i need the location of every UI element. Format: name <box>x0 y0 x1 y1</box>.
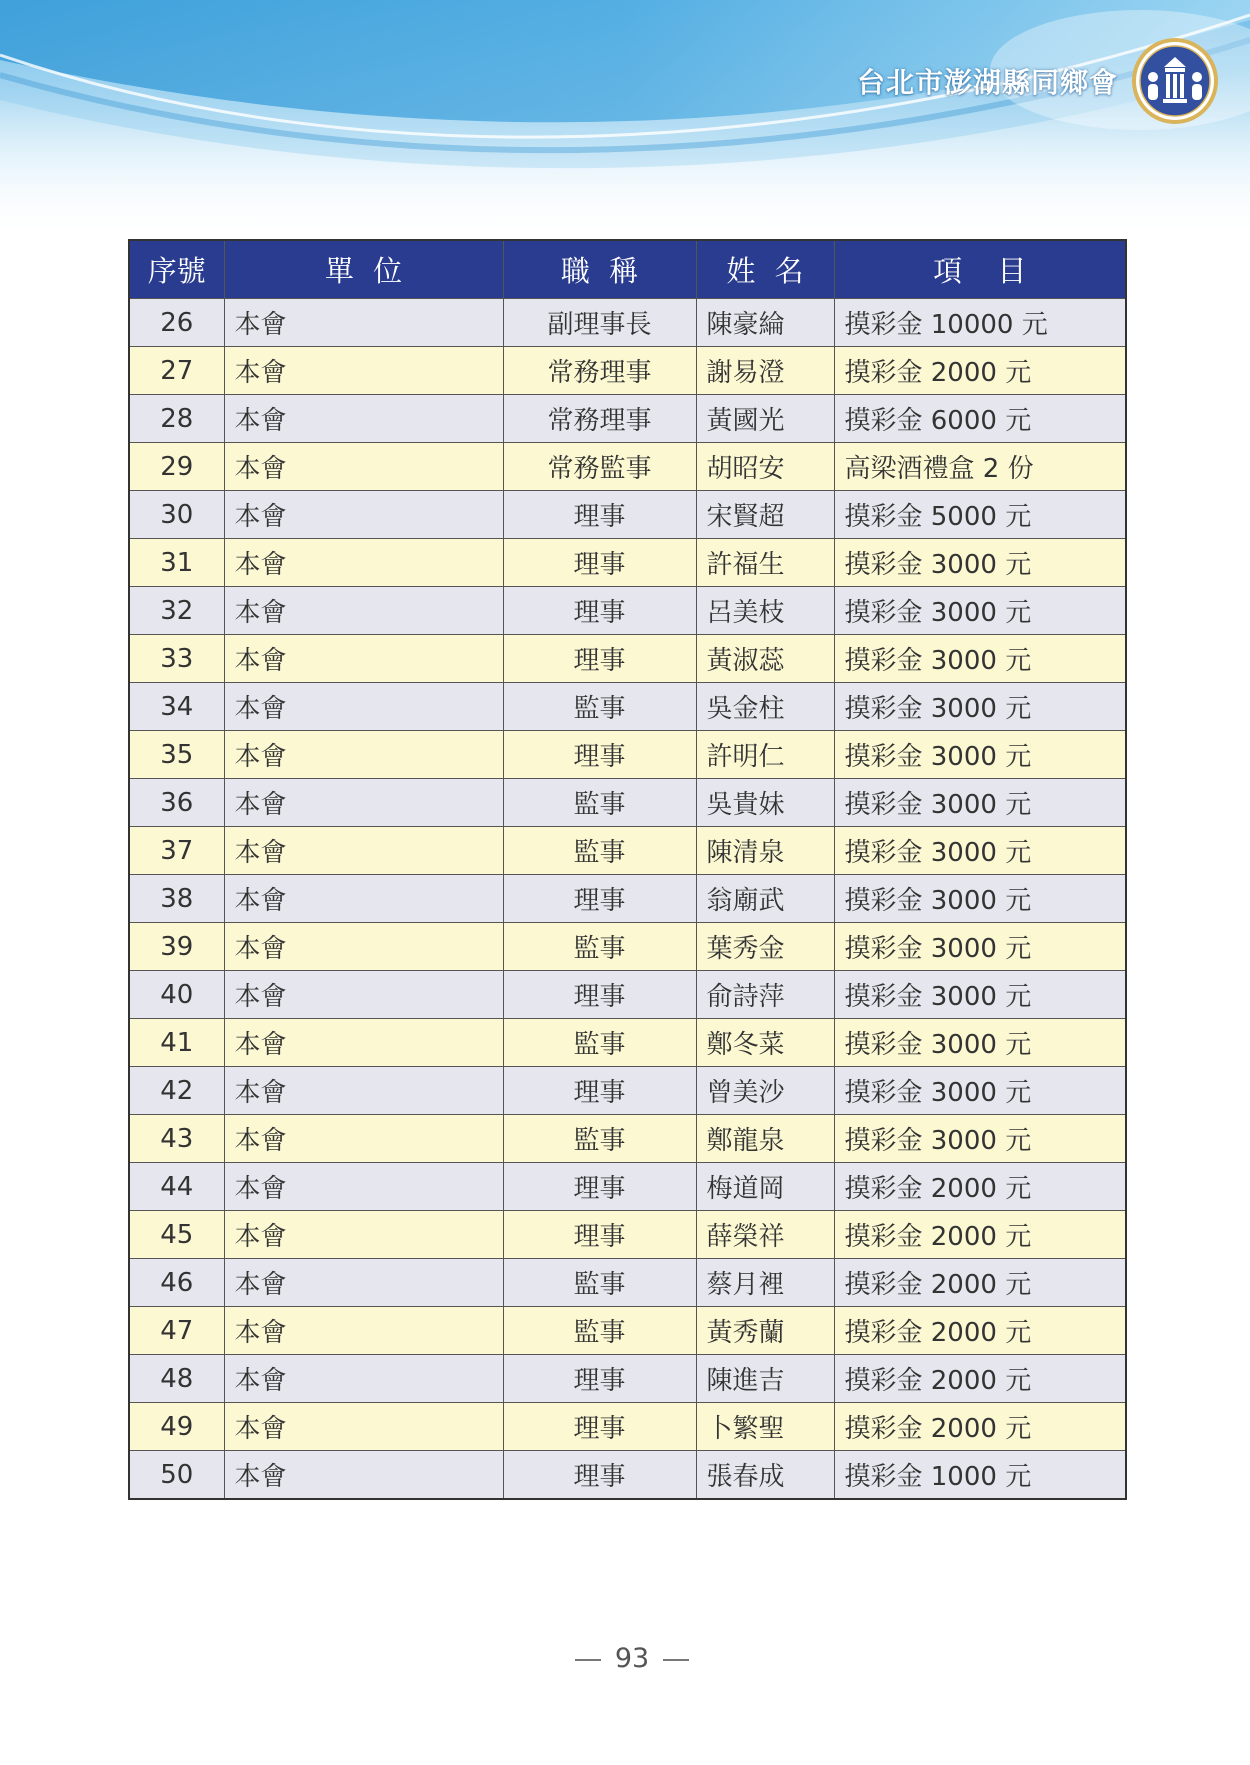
row-number: 27 <box>129 347 224 395</box>
row-number: 41 <box>129 1019 224 1067</box>
table-row <box>129 1403 1126 1451</box>
table-row <box>129 827 1126 875</box>
row-number: 47 <box>129 1307 224 1355</box>
row-number: 34 <box>129 683 224 731</box>
table-row <box>129 1355 1126 1403</box>
row-title: 副理事長 <box>503 299 696 347</box>
row-title: 常務理事 <box>503 395 696 443</box>
row-item: 摸彩金 3000 元 <box>834 1019 1126 1067</box>
row-item: 摸彩金 3000 元 <box>834 971 1126 1019</box>
row-item: 摸彩金 3000 元 <box>834 923 1126 971</box>
table-row <box>129 1307 1126 1355</box>
row-number: 30 <box>129 491 224 539</box>
row-item: 摸彩金 6000 元 <box>834 395 1126 443</box>
row-unit: 本會 <box>224 683 503 731</box>
row-item: 摸彩金 5000 元 <box>834 491 1126 539</box>
row-name: 陳清泉 <box>696 827 834 875</box>
table-row <box>129 1163 1126 1211</box>
row-name: 許福生 <box>696 539 834 587</box>
association-logo-icon <box>1131 37 1219 125</box>
row-name: 呂美枝 <box>696 587 834 635</box>
row-unit: 本會 <box>224 923 503 971</box>
row-title: 監事 <box>503 1019 696 1067</box>
row-title: 理事 <box>503 971 696 1019</box>
row-name: 陳進吉 <box>696 1355 834 1403</box>
row-name: 張春成 <box>696 1451 834 1500</box>
table-row <box>129 1211 1126 1259</box>
row-title: 理事 <box>503 1163 696 1211</box>
row-unit: 本會 <box>224 395 503 443</box>
footer-dash-left <box>575 1659 601 1661</box>
row-name: 吳貴妹 <box>696 779 834 827</box>
row-title: 理事 <box>503 1355 696 1403</box>
row-name: 胡昭安 <box>696 443 834 491</box>
row-number: 50 <box>129 1451 224 1500</box>
row-item: 摸彩金 3000 元 <box>834 539 1126 587</box>
table-row <box>129 875 1126 923</box>
table-row <box>129 683 1126 731</box>
table-header-row <box>129 240 1126 299</box>
table-row <box>129 491 1126 539</box>
row-title: 理事 <box>503 491 696 539</box>
row-title: 理事 <box>503 1451 696 1500</box>
row-number: 43 <box>129 1115 224 1163</box>
table-row <box>129 347 1126 395</box>
row-item: 摸彩金 3000 元 <box>834 587 1126 635</box>
row-number: 26 <box>129 299 224 347</box>
row-unit: 本會 <box>224 347 503 395</box>
row-title: 理事 <box>503 539 696 587</box>
row-item: 摸彩金 3000 元 <box>834 731 1126 779</box>
row-title: 監事 <box>503 683 696 731</box>
row-number: 40 <box>129 971 224 1019</box>
row-name: 鄭冬菜 <box>696 1019 834 1067</box>
table-row <box>129 299 1126 347</box>
row-title: 常務理事 <box>503 347 696 395</box>
row-title: 理事 <box>503 1403 696 1451</box>
row-number: 37 <box>129 827 224 875</box>
row-number: 44 <box>129 1163 224 1211</box>
column-header-title: 職 稱 <box>503 240 696 299</box>
row-number: 36 <box>129 779 224 827</box>
row-title: 監事 <box>503 1115 696 1163</box>
row-number: 33 <box>129 635 224 683</box>
table-row <box>129 1019 1126 1067</box>
table-row <box>129 539 1126 587</box>
row-unit: 本會 <box>224 1307 503 1355</box>
row-unit: 本會 <box>224 1115 503 1163</box>
row-number: 35 <box>129 731 224 779</box>
row-unit: 本會 <box>224 1403 503 1451</box>
donation-table <box>128 239 1127 1500</box>
row-unit: 本會 <box>224 635 503 683</box>
row-unit: 本會 <box>224 539 503 587</box>
row-name: 曾美沙 <box>696 1067 834 1115</box>
row-number: 48 <box>129 1355 224 1403</box>
row-item: 高梁酒禮盒 2 份 <box>834 443 1126 491</box>
row-item: 摸彩金 2000 元 <box>834 1163 1126 1211</box>
row-item: 摸彩金 2000 元 <box>834 1355 1126 1403</box>
row-unit: 本會 <box>224 1259 503 1307</box>
table-row <box>129 1259 1126 1307</box>
row-title: 監事 <box>503 779 696 827</box>
row-title: 理事 <box>503 731 696 779</box>
row-unit: 本會 <box>224 731 503 779</box>
table-row <box>129 1115 1126 1163</box>
row-name: 蔡月裡 <box>696 1259 834 1307</box>
row-title: 理事 <box>503 1211 696 1259</box>
column-header-unit: 單 位 <box>224 240 503 299</box>
row-title: 常務監事 <box>503 443 696 491</box>
row-unit: 本會 <box>224 1163 503 1211</box>
row-item: 摸彩金 3000 元 <box>834 779 1126 827</box>
row-number: 32 <box>129 587 224 635</box>
table-row <box>129 1067 1126 1115</box>
row-number: 39 <box>129 923 224 971</box>
row-item: 摸彩金 3000 元 <box>834 875 1126 923</box>
row-unit: 本會 <box>224 1355 503 1403</box>
row-name: 宋賢超 <box>696 491 834 539</box>
table-row <box>129 1451 1126 1500</box>
row-name: 吳金柱 <box>696 683 834 731</box>
table-row <box>129 395 1126 443</box>
row-number: 28 <box>129 395 224 443</box>
row-item: 摸彩金 10000 元 <box>834 299 1126 347</box>
row-title: 理事 <box>503 635 696 683</box>
row-name: 許明仁 <box>696 731 834 779</box>
row-item: 摸彩金 2000 元 <box>834 1307 1126 1355</box>
row-number: 29 <box>129 443 224 491</box>
row-item: 摸彩金 3000 元 <box>834 1067 1126 1115</box>
row-unit: 本會 <box>224 1211 503 1259</box>
page-number: 93 <box>614 1643 650 1674</box>
row-name: 翁廟武 <box>696 875 834 923</box>
row-unit: 本會 <box>224 1451 503 1500</box>
column-header-item: 項 目 <box>834 240 1126 299</box>
row-name: 葉秀金 <box>696 923 834 971</box>
row-title: 理事 <box>503 587 696 635</box>
row-item: 摸彩金 2000 元 <box>834 1211 1126 1259</box>
row-unit: 本會 <box>224 875 503 923</box>
row-name: 謝易澄 <box>696 347 834 395</box>
row-title: 監事 <box>503 1259 696 1307</box>
row-item: 摸彩金 2000 元 <box>834 1259 1126 1307</box>
row-name: 黃淑蕊 <box>696 635 834 683</box>
row-unit: 本會 <box>224 1067 503 1115</box>
row-item: 摸彩金 2000 元 <box>834 347 1126 395</box>
row-number: 42 <box>129 1067 224 1115</box>
column-header-name: 姓 名 <box>696 240 834 299</box>
row-number: 31 <box>129 539 224 587</box>
table-row <box>129 923 1126 971</box>
column-header-number: 序號 <box>129 240 224 299</box>
row-name: 黃秀蘭 <box>696 1307 834 1355</box>
row-unit: 本會 <box>224 779 503 827</box>
row-name: 梅道岡 <box>696 1163 834 1211</box>
row-item: 摸彩金 3000 元 <box>834 1115 1126 1163</box>
row-name: 陳豪綸 <box>696 299 834 347</box>
row-name: 鄭龍泉 <box>696 1115 834 1163</box>
row-name: 俞詩萍 <box>696 971 834 1019</box>
table-row <box>129 779 1126 827</box>
table-row <box>129 971 1126 1019</box>
page-footer <box>0 1643 1250 1674</box>
row-item: 摸彩金 2000 元 <box>834 1403 1126 1451</box>
row-unit: 本會 <box>224 971 503 1019</box>
row-number: 46 <box>129 1259 224 1307</box>
row-title: 理事 <box>503 875 696 923</box>
row-item: 摸彩金 3000 元 <box>834 683 1126 731</box>
table-row <box>129 443 1126 491</box>
row-item: 摸彩金 3000 元 <box>834 635 1126 683</box>
row-unit: 本會 <box>224 299 503 347</box>
row-unit: 本會 <box>224 587 503 635</box>
row-unit: 本會 <box>224 1019 503 1067</box>
table-row <box>129 731 1126 779</box>
row-title: 監事 <box>503 1307 696 1355</box>
row-title: 監事 <box>503 923 696 971</box>
row-unit: 本會 <box>224 491 503 539</box>
row-number: 45 <box>129 1211 224 1259</box>
footer-dash-right <box>663 1659 689 1661</box>
row-name: 卜繁聖 <box>696 1403 834 1451</box>
row-number: 49 <box>129 1403 224 1451</box>
row-unit: 本會 <box>224 827 503 875</box>
organization-title: 台北市澎湖縣同鄉會 <box>856 66 1118 99</box>
row-name: 薛榮祥 <box>696 1211 834 1259</box>
row-unit: 本會 <box>224 443 503 491</box>
row-title: 理事 <box>503 1067 696 1115</box>
row-title: 監事 <box>503 827 696 875</box>
row-item: 摸彩金 1000 元 <box>834 1451 1126 1500</box>
row-name: 黃國光 <box>696 395 834 443</box>
table-row <box>129 587 1126 635</box>
row-number: 38 <box>129 875 224 923</box>
row-item: 摸彩金 3000 元 <box>834 827 1126 875</box>
table-row <box>129 635 1126 683</box>
